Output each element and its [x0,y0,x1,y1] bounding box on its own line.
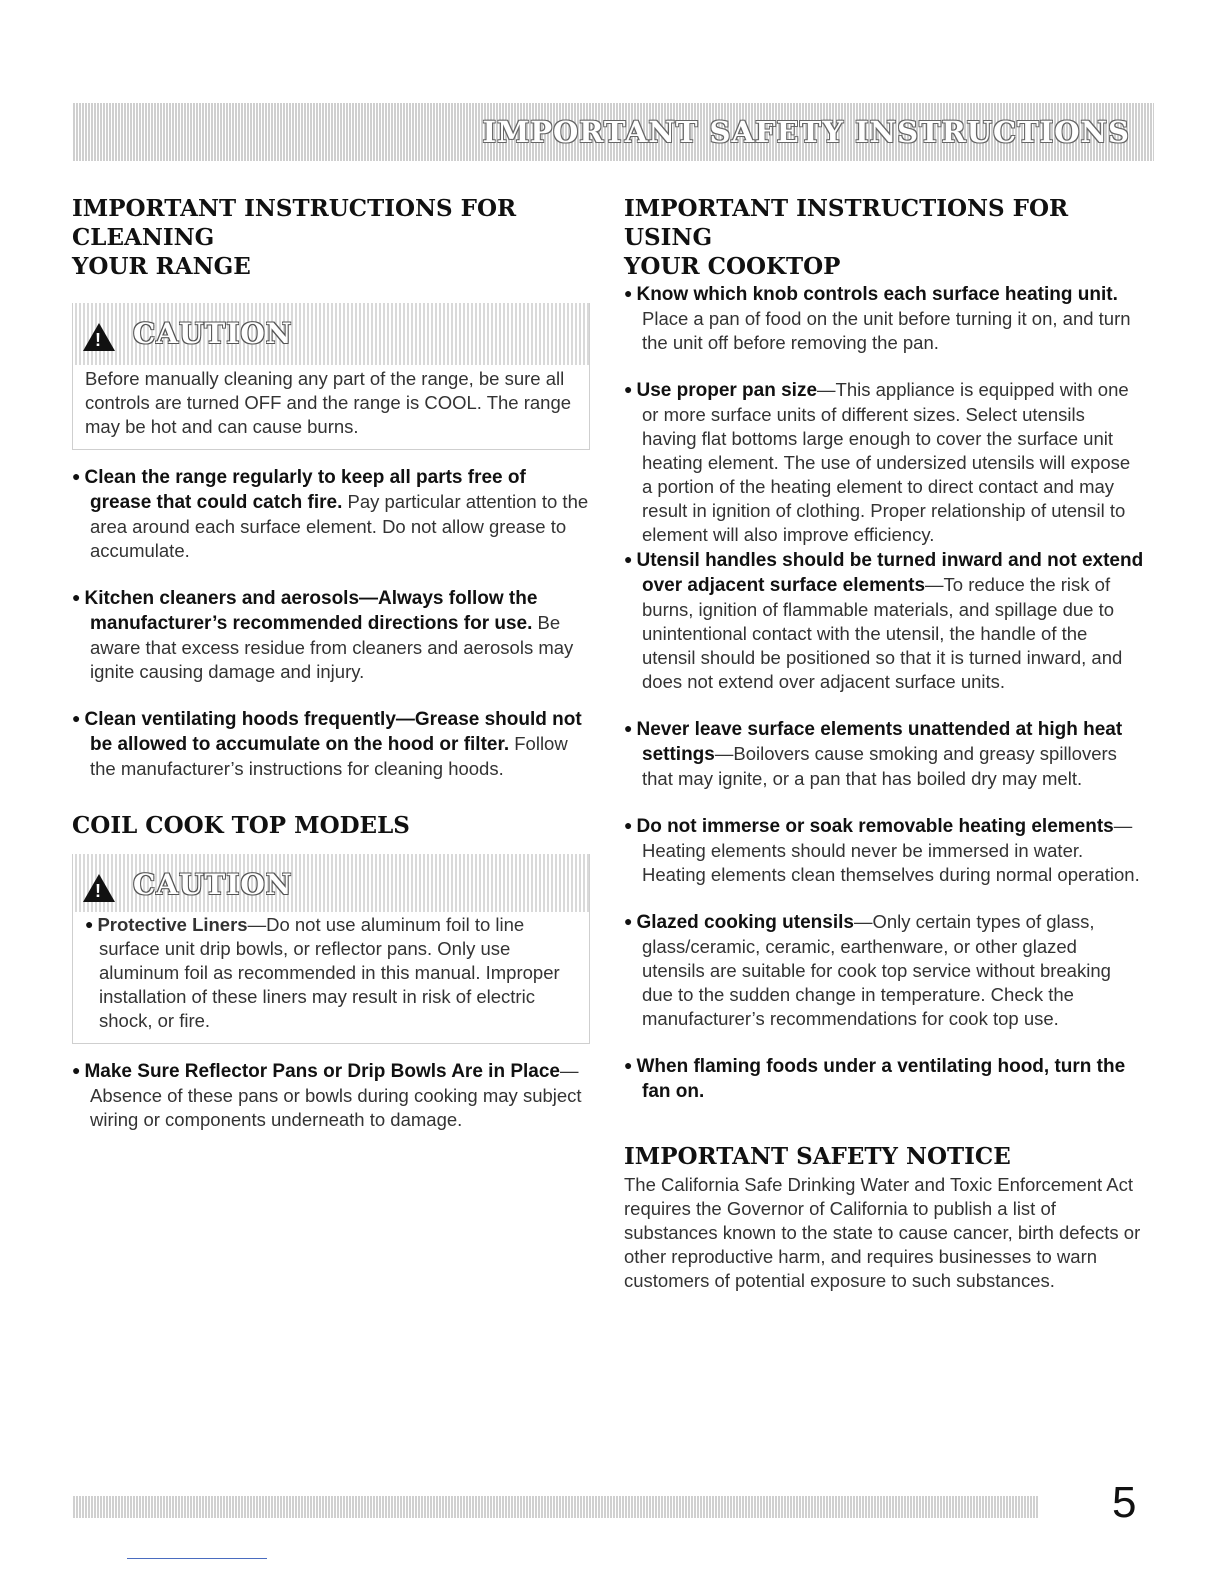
bullet-icon: ● [624,285,633,301]
coil-caution-box [72,854,590,1044]
item-heading: Know which knob controls each surface heating unit. [636,284,1118,305]
caution-header [73,303,589,365]
caution-item-heading: Protective Liners [97,914,248,935]
item-text: Follow the manufacturer’s instructions for cleaning hoods. [90,733,568,779]
page-title: IMPORTANT SAFETY INSTRUCTIONS [482,115,1130,149]
bullet-icon: ● [624,720,633,736]
bullet-icon: ● [624,913,633,929]
caution-item-text: —Do not use aluminum foil to line surface unit drip bowls, or reflector pans. Only use aluminum foil as recommended in this manual. Improper installation of these liners may result in risk of electric shock, or fire. [99,914,560,1031]
page-number: 5 [1112,1478,1137,1527]
bullet-icon: ● [72,1062,81,1078]
item-text: —Absence of these pans or bowls during cooking may subject wiring or components underneath to damage. [90,1060,582,1130]
bullet-icon: ● [624,551,633,567]
cleaning-section-title [72,194,590,281]
item-heading: Do not immerse or soak removable heating elements [636,816,1114,837]
caution-text: Before manually cleaning any part of the range, be sure all controls are turned OFF and the range is COOL. The range may be hot and can cause burns. [85,368,572,437]
cleaning-title-line2: YOUR RANGE [72,253,251,280]
list-item [624,813,1144,887]
footer-rule [127,1558,267,1559]
item-heading: Make Sure Reflector Pans or Drip Bowls Are in Place [84,1061,560,1082]
caution-text [73,912,589,1043]
list-item [624,716,1144,791]
item-heading: Kitchen cleaners and aerosols—Always follow the manufacturer’s recommended directions for use. [84,588,538,634]
list-item [624,547,1144,694]
list-item [72,1058,590,1132]
cleaning-caution-box [72,303,590,450]
item-text: Place a pan of food on the unit before turning it on, and turn the unit off before removing the pan. [642,308,1131,353]
item-heading: When flaming foods under a ventilating hood, turn the fan on. [636,1056,1126,1102]
item-heading: Glazed cooking utensils [636,912,854,933]
item-text: Be aware that excess residue from cleaners and aerosols may ignite causing damage and injury. [90,612,574,682]
bullet-icon: ● [72,468,81,484]
header-banner [72,103,1154,161]
caution-item [85,912,577,1033]
footer-bar [72,1496,1038,1518]
caution-header [73,854,589,912]
item-heading: Clean the range regularly to keep all parts free of grease that could catch fire. [84,467,526,513]
list-item [624,377,1144,547]
item-text: Pay particular attention to the area around each surface element. Do not allow grease to accumulate. [90,491,589,561]
cooktop-section-title [624,194,1144,281]
bullet-icon: ● [624,817,633,833]
left-column [72,194,590,1132]
bullet-icon: ● [624,1057,633,1073]
list-item [624,1053,1144,1104]
cleaning-title-line1: IMPORTANT INSTRUCTIONS FOR CLEANING [72,195,517,251]
item-heading: Clean ventilating hoods frequently—Grease should not be allowed to accumulate on the hood or filter. [84,709,582,755]
bullet-icon: ● [85,916,94,932]
warning-triangle-icon: ! [83,874,115,902]
caution-label: CAUTION [133,317,293,350]
list-item [72,585,590,684]
bullet-icon: ● [624,381,633,397]
coil-section-title: COIL COOK TOP MODELS [72,812,410,839]
item-heading: Use proper pan size [636,380,818,401]
notice-section-title: IMPORTANT SAFETY NOTICE [624,1143,1011,1170]
bullet-icon: ● [72,710,81,726]
cooktop-title-line2: YOUR COOKTOP [624,253,841,280]
warning-triangle-icon: ! [83,323,115,351]
bullet-icon: ● [72,589,81,605]
item-text: —Boilovers cause smoking and greasy spillovers that may ignite, or a pan that has boiled dry may melt. [642,743,1117,789]
item-text: —Only certain types of glass, glass/ceramic, ceramic, earthenware, or other glazed utensils are suitable for cook top service without breaking due to the sudden change in temperature. Check the manufacturer’s recommendations for cook top use. [642,911,1111,1029]
notice-text: The California Safe Drinking Water and Toxic Enforcement Act requires the Governor of California to publish a list of substances known to the state to cause cancer, birth defects or other reproductive harm, and requires businesses to warn customers of potential exposure to such substances. [624,1174,1141,1291]
item-text: —Heating elements should never be immersed in water. Heating elements clean themselves during normal operation. [642,815,1140,885]
item-heading: Utensil handles should be turned inward and not extend over adjacent surface elements [636,550,1144,596]
right-column [624,194,1144,1293]
list-item [624,281,1144,355]
item-text: —This appliance is equipped with one or more surface units of different sizes. Select utensils having flat bottoms large enough to cover the surface unit heating element. The use of undersized utensils will expose a portion of the heating element to direct contact and may result in ignition of clothing. Proper relationship of utensil to element will also improve efficiency. [642,379,1131,545]
list-item [72,464,590,563]
item-text: —To reduce the risk of burns, ignition of flammable materials, and spillage due to unintentional contact with the utensil, the handle of the utensil should be positioned so that it is turned inward, and does not extend over adjacent surface units. [642,574,1123,692]
list-item [624,909,1144,1031]
caution-label: CAUTION [133,868,293,901]
list-item [72,706,590,781]
item-heading: Never leave surface elements unattended at high heat settings [636,719,1123,765]
cooktop-title-line1: IMPORTANT INSTRUCTIONS FOR USING [624,195,1069,251]
